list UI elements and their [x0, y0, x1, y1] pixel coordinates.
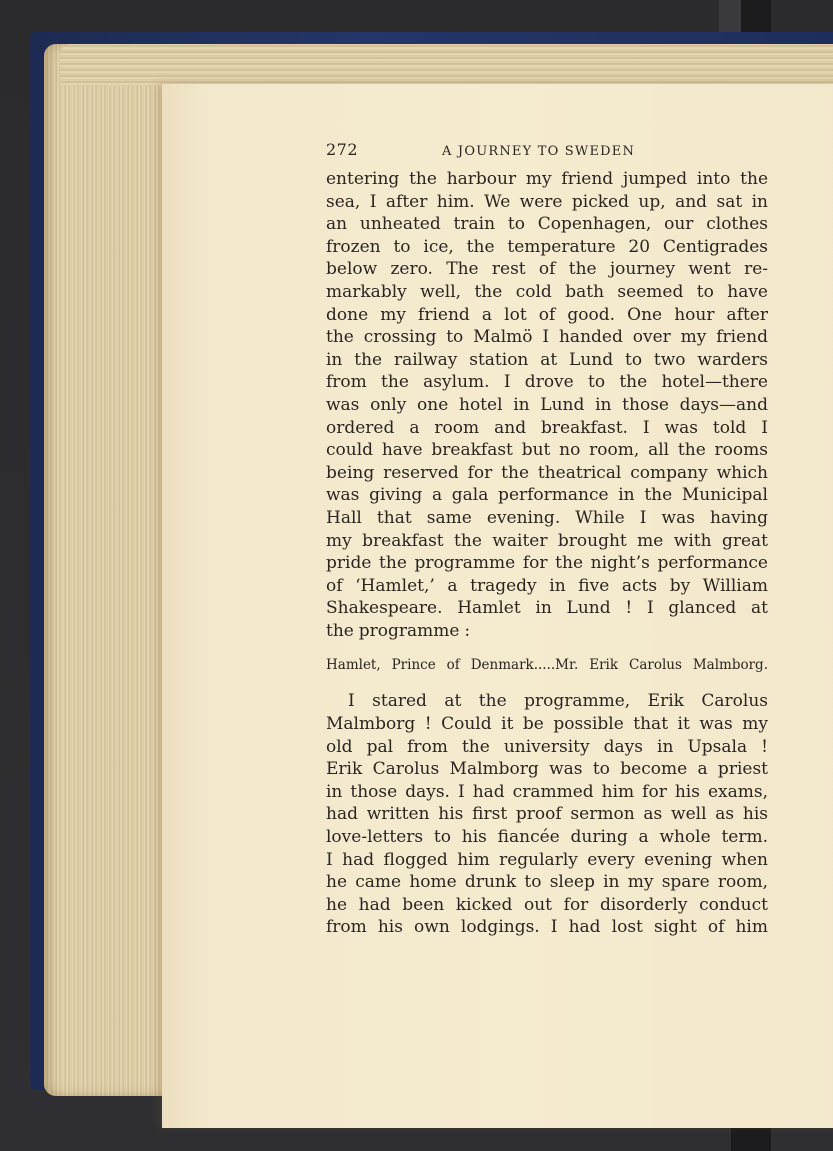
text-line: ordered a room and breakfast. I was told I [326, 417, 768, 438]
text-line: from his own lodgings. I had lost sight of him [326, 917, 768, 938]
text-line: Shakespeare. Hamlet in Lund ! I glanced at [326, 598, 768, 619]
text-line: done my friend a lot of good. One hour after [326, 304, 768, 325]
text-line: the crossing to Malmö I handed over my friend [326, 327, 768, 348]
text-line: Malmborg ! Could it be possible that it was my [326, 714, 768, 735]
text-line: old pal from the university days in Upsala ! [326, 736, 768, 757]
page-edges-left [44, 44, 174, 1096]
text-line-content: I stared at the programme, Erik Carolus [348, 691, 768, 712]
text-line: love-letters to his fiancée during a whole term. [326, 827, 768, 848]
page-number: 272 [326, 140, 359, 159]
text-line: pride the programme for the night’s performance [326, 553, 768, 574]
text-line: could have breakfast but no room, all the rooms [326, 440, 768, 461]
paragraph-1 [326, 168, 768, 642]
text-line: entering the harbour my friend jumped into the [326, 169, 768, 189]
text-line: he had been kicked out for disorderly conduct [326, 894, 768, 915]
page-edges-top [60, 44, 833, 86]
text-line: Hall that same evening. While I was having [326, 507, 768, 528]
text-line: an unheated train to Copenhagen, our clothes [326, 214, 768, 235]
running-head [326, 140, 768, 168]
text-line: Erik Carolus Malmborg was to become a priest [326, 759, 768, 780]
text-line: in the railway station at Lund to two warders [326, 349, 768, 370]
text-line: the programme : [326, 620, 471, 641]
programme-line: Hamlet, Prince of Denmark.....Mr. Erik Carolus Malmborg. [326, 657, 768, 674]
page-text [326, 140, 768, 939]
text-line: was giving a gala performance in the Municipal [326, 485, 768, 506]
text-line: of ‘Hamlet,’ a tragedy in five acts by William [326, 575, 768, 596]
text-line: below zero. The rest of the journey went re- [326, 259, 768, 280]
text-line: was only one hotel in Lund in those days—and [326, 394, 768, 415]
running-title: A JOURNEY TO SWEDEN [442, 144, 636, 159]
text-line: I had flogged him regularly every evening when [326, 849, 768, 870]
text-line: frozen to ice, the temperature 20 Centigrades [326, 236, 768, 257]
text-line: sea, I after him. We were picked up, and sat in [326, 191, 768, 212]
text-line: in those days. I had crammed him for his exams, [326, 781, 768, 802]
text-line: my breakfast the waiter brought me with great [326, 530, 768, 551]
paragraph-2 [326, 690, 768, 939]
text-line: from the asylum. I drove to the hotel—there [326, 372, 768, 393]
text-line: had written his first proof sermon as well as his [326, 804, 768, 825]
text-line: markably well, the cold bath seemed to have [326, 281, 768, 302]
text-line-first [326, 690, 768, 713]
text-line: he came home drunk to sleep in my spare room, [326, 872, 768, 893]
text-line: being reserved for the theatrical company which [326, 462, 768, 483]
